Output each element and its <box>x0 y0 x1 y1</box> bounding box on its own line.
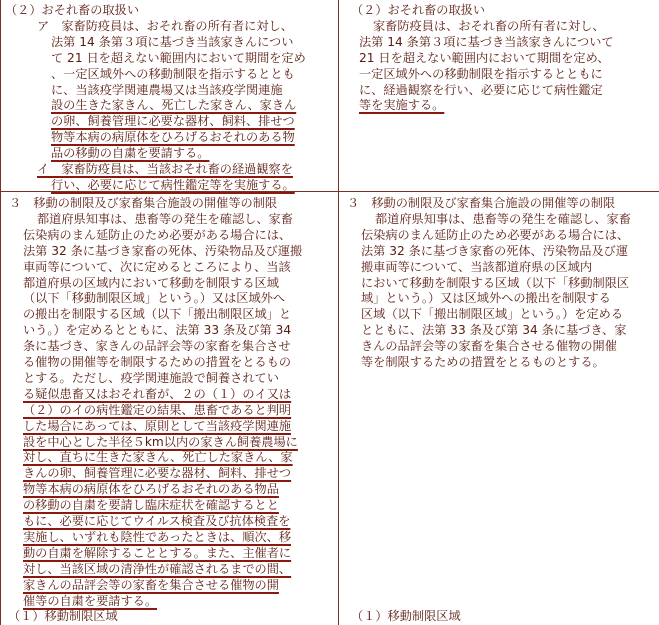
amended-text-line: 物等本病の病原体をひろげるおそれのある物品 <box>23 482 279 497</box>
left-footer-heading: （１）移動制限区域 <box>8 609 118 623</box>
amended-text-line: の卵、飼養管理に必要な器材、飼料、排せつ <box>51 114 295 129</box>
text-line: （２）おそれ畜の取扱い <box>5 3 140 17</box>
amended-text-line: もに、必要に応じてウイルス検査及び抗体検査を <box>23 514 291 528</box>
amended-text-line: 物等本病の病原体をひろげるおそれのある物 <box>51 130 295 145</box>
amended-text-line: きんの卵、飼養管理に必要な器材、飼料、排せつ <box>23 466 292 481</box>
current-column <box>338 0 659 625</box>
text-line: （以下「移動制限区域」という。）又は区域外へ <box>23 291 286 306</box>
text-line: 一定区域外への移動制限を指示するとともに <box>359 66 603 81</box>
amended-text-line: 動の自粛を解除することとする。また、主催者に <box>23 545 292 560</box>
amended-text-line: イ 家畜防疫員は、当該おそれ畜の経過観察を <box>37 162 293 176</box>
text-line: 伝染病のまん延防止のため必要がある場合には、 <box>23 227 292 242</box>
amended-text-line: 実施し、いずれも陰性であったときは、順次、移 <box>23 529 292 544</box>
amended-text-line: 品の移動の自粛を要請する。 <box>51 146 210 161</box>
text-line: る催物の開催等を制限するための措置をとるもの <box>23 355 292 369</box>
text-line: ３ 移動の制限及び家畜集合施設の開催等の制限 <box>9 196 278 210</box>
text-line: 条に基づき、家きんの品評会等の家畜を集合させ <box>23 339 291 354</box>
text-line: ３ 移動の制限及び家畜集合施設の開催等の制限 <box>347 196 616 210</box>
amended-text-line: る疑似患畜又はおそれ畜が、２の（１）のイ又は <box>23 386 292 401</box>
text-line: に、経過観察を行い、必要に応じて病性鑑定 <box>359 82 603 97</box>
text-line: 区域（以下「搬出制限区域」という。）を定める <box>361 307 624 322</box>
text-line: 等を制限するための措置をとるものとする。 <box>361 355 605 369</box>
text-line: 家畜防疫員は、おそれ畜の所有者に対し、 <box>373 18 605 33</box>
text-line: （２）おそれ畜の取扱い <box>351 3 486 17</box>
text-line: 法第 32 条に基づき家畜の死体、汚染物品及び運 <box>361 243 629 258</box>
text-line: ア 家畜防疫員は、おそれ畜の所有者に対し、 <box>37 18 293 33</box>
text-line: に、当該疫学関連農場又は当該疫学関連施 <box>51 82 283 97</box>
amended-text-line: 対し、当該区域の清浄性が確認されるまでの間、 <box>23 561 292 576</box>
right-footer-heading: （１）移動制限区域 <box>351 609 461 623</box>
text-line: 法第 14 条第３項に基づき当該家きんについ <box>51 34 294 49</box>
revised-column <box>1 0 337 625</box>
text-line: 域」という。）又は区域外への搬出を制限する <box>361 291 611 306</box>
text-line: 法第 32 条に基づき家畜の死体、汚染物品及び運搬 <box>23 243 303 258</box>
amended-text-line: 家きんの品評会等の家畜を集合させる催物の開 <box>23 577 279 592</box>
text-line: 、一定区域外への移動制限を指示するととも <box>51 66 295 81</box>
text-line: て 21 日を超えない範囲内において期間を定め <box>51 50 306 65</box>
text-line: 車両等について、次に定めるところにより、当該 <box>23 259 291 274</box>
amended-text-line: 等を実施する。 <box>359 98 445 113</box>
text-line: 搬車両等について、当該都道府県の区域内 <box>361 259 593 274</box>
text-line: 伝染病のまん延防止のため必要がある場合には、 <box>361 227 630 242</box>
amended-text-line: 対し、直ちに生きた家きん、死亡した家きん、家 <box>23 450 293 465</box>
text-line: 都道府県知事は、患畜等の発生を確認し、家畜 <box>37 211 293 226</box>
amended-text-line: 設の生きた家きん、死亡した家きん、家きん <box>51 98 297 113</box>
text-line: 都道府県の区域内において移動を制限する区域 <box>23 275 279 290</box>
text-line: とする。ただし、疫学関連施設で飼養されてい <box>23 370 279 385</box>
text-line: 法第 14 条第３項に基づき当該家きんについて <box>359 34 614 49</box>
text-line: 21 日を超えない範囲内において期間を定め、 <box>359 50 610 65</box>
amended-text-line: 行い、必要に応じて病性鑑定等を実施する。 <box>51 177 295 192</box>
text-line: 都道府県知事は、患畜等の発生を確認し、家畜 <box>375 211 631 226</box>
text-line: の搬出を制限する区域（以下「搬出制限区域」と <box>23 307 292 322</box>
amended-text-line: の移動の自粛を要請し臨床症状を確認するとと <box>23 498 279 513</box>
amended-text-line: （２）のイの病性鑑定の結果、患畜であると判明 <box>23 402 292 417</box>
text-line: において移動を制限する区域（以下「移動制限区 <box>361 275 630 290</box>
text-line: いう。）を定めるとともに、法第 33 条及び第 34 <box>23 323 292 338</box>
amended-text-line: 催等の自粛を要請する。 <box>23 593 158 608</box>
amended-text-line: した場合にあっては、原則として当該疫学関連施 <box>23 418 292 433</box>
text-line: きんの品評会等の家畜を集合させる催物の開催 <box>361 339 617 354</box>
row-divider <box>1 191 659 192</box>
amended-text-line: 設を中心とした半径５km以内の家きん飼養農場に <box>23 434 298 449</box>
text-line: とともに、法第 33 条及び第 34 条に基づき、家 <box>361 323 627 338</box>
